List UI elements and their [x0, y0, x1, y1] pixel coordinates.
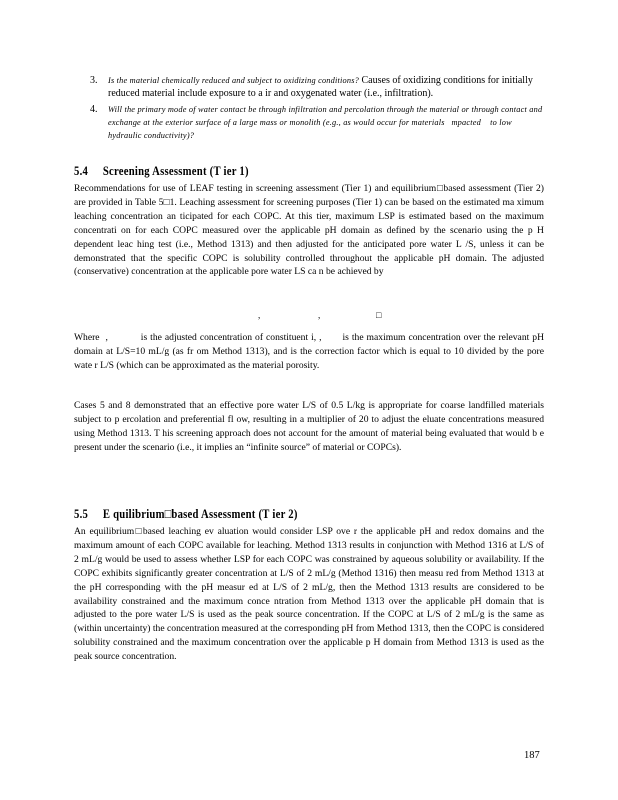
list-item-question: Will the primary mode of water contact be through infiltration and percolation through the material or through contact and exchange at the exterior surface of a large mass or monolith (e.g., as would occur for materials mpacted to low hydraulic conductivity)? [108, 105, 543, 140]
list-item-question: Is the material chemically reduced and subject to oxidizing conditions? [108, 76, 359, 85]
page-number: 187 [524, 750, 540, 761]
equation-mark: □ [376, 310, 382, 320]
equation-mark: , [318, 310, 321, 320]
equation-mark: , [258, 310, 261, 320]
screening-paragraph-3: Cases 5 and 8 demonstrated that an effective pore water L/S of 0.5 L/kg is appropriate for coarse landfilled materials subject to p ercolation and preferential fl ow, resulting in a multiplier of 20 to adjust the eluate concentrations measured using Method 1313. T his screening approach does not account for the amount of material being evaluated that would b e present under the scenario (i.e., it implies an “infinite source” of material or COPCs). [74, 400, 544, 453]
section-heading-5-5 [74, 506, 298, 522]
screening-paragraph-2: Where , is the adjusted concentration of constituent i, , is the maximum concentration over the relevant pH domain at L/S=10 mL/g (as fr om Method 1313), and is the correction factor which is equal to 10 divided by the pore wate r L/S (which can be approximated as the material porosity. [74, 332, 544, 371]
list-item-number: 4. [90, 104, 98, 115]
question-list [74, 74, 544, 145]
list-item [74, 74, 544, 100]
list-item-number: 3. [90, 75, 98, 86]
section-number: 5.4 [74, 163, 89, 178]
equilibrium-paragraph: An equilibrium□based leaching ev aluation would consider LSP ove r the applicable pH and redox domains and the maximum amount of each COPC available for leaching. Method 1313 results in conjunction with Method 1316 at L/S of 2 mL/g would be used to assess whether LSP for each COPC was constrained by aqueous solubility or availability. If the COPC exhibits significantly greater concentration at L/S of 2 mL/g (Method 1316) then measu red from Method 1313 at the pH corresponding with the pH measur ed at L/S of 2 mL/g, then the Method 1313 results are considered to be availability constrained and the maximum conce ntration from Method 1313 over the applicable pH domain that is adjusted to the pore water L/S is used as the peak source concentration. If the COPC at L/S of 2 mL/g is the same as (within uncertainty) the concentration measured at the corresponding pH from Method 1313, then the COPC is considered solubility constrained and the maximum concentration over the applicable p H domain from Method 1313 is used as the peak source concentration. [74, 526, 544, 663]
screening-paragraph-1: Recommendations for use of LEAF testing in screening assessment (Tier 1) and equilibrium□based assessment (Tier 2) are provided in Table 5□1. Leaching assessment for screening purposes (Tier 1) can be based on the estimated ma ximum leaching concentration an ticipated for each COPC. At this tier, maximum LSP is estimated based on the maximum concentrati on for each COPC measured over the applicable pH domain as defined by the scenario using the p H dependent leac hing test (i.e., Method 1313) and then adjusted for the anticipated pore water L /S, unless it can be demonstrated that the specific COPC is solubility controlled throughout the applicable pH domain. The adjusted (conservative) concentration at the applicable pore water LS ca n be achieved by [74, 183, 544, 278]
section-title: E quilibrium□based Assessment (T ier 2) [102, 506, 298, 521]
section-title: Screening Assessment (T ier 1) [102, 163, 249, 178]
section-number: 5.5 [74, 506, 89, 521]
list-item-text: Causes of oxidizing conditions for initially reduced material include exposure to a ir and oxygenated water (i.e., infiltration). [108, 75, 533, 99]
list-item [74, 103, 544, 142]
section-heading-5-4 [74, 163, 249, 179]
adjusted-concentration-equation [200, 310, 460, 324]
